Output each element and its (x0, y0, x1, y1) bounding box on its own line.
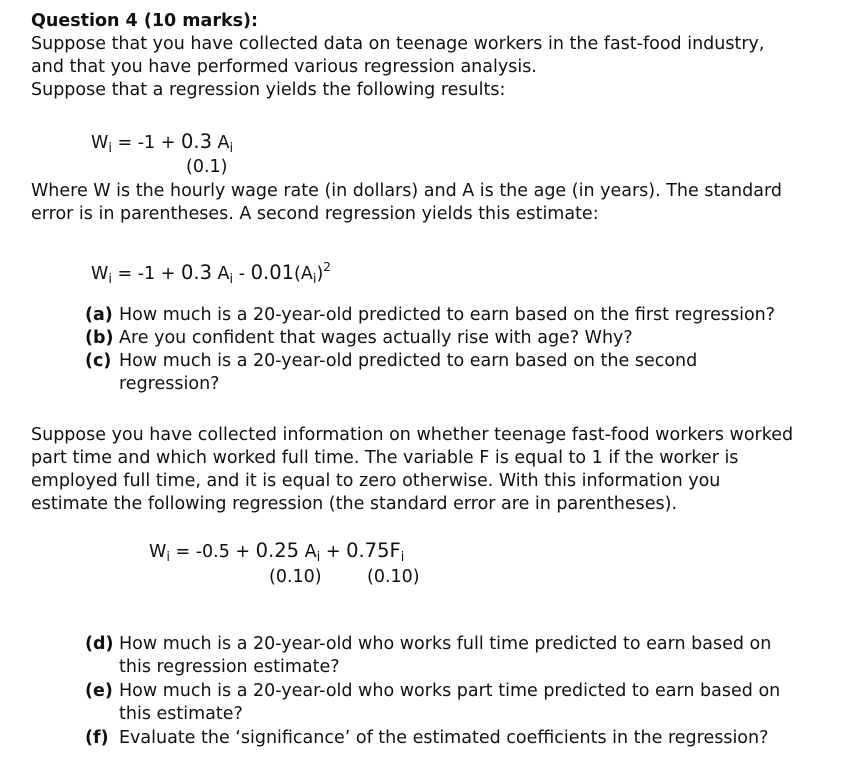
intro-line-1: Suppose that you have collected data on teenage workers in the fast-food industry, (31, 34, 765, 54)
equation-3: $W_i = -0.5 + 0.25$ $A_i + 0.75F_i$ (149, 539, 405, 565)
question-title: Question 4 (10 marks): (31, 11, 258, 31)
intro-line-3: Suppose that a regression yields the following results: (31, 80, 506, 100)
equation-2: $W_i = -1 + 0.3$ $A_i - 0.01(A_i)^2$ (91, 260, 331, 287)
para2-line-3: employed full time, and it is equal to zero otherwise. With this information you (31, 471, 721, 491)
equation-3-se-age: (0.10) (269, 567, 322, 587)
equation-3-se-fulltime: (0.10) (367, 567, 420, 587)
intro-line-2: and that you have performed various regression analysis. (31, 57, 537, 77)
item-e: (e) How much is a 20-year-old who works part time predicted to earn based on (85, 681, 781, 701)
equation-1-standard-error: (0.1) (186, 157, 228, 177)
item-e-continuation: this estimate? (119, 704, 243, 724)
para2-line-4: estimate the following regression (the standard error are in parentheses). (31, 494, 678, 514)
para1-line-2: error is in parentheses. A second regression yields this estimate: (31, 204, 599, 224)
item-d: (d) How much is a 20-year-old who works full time predicted to earn based on (85, 634, 772, 654)
item-a: (a) How much is a 20-year-old predicted to earn based on the first regression? (85, 305, 776, 325)
para2-line-1: Suppose you have collected information on whether teenage fast-food workers worked (31, 425, 794, 445)
item-f: (f) Evaluate the ‘significance’ of the estimated coefficients in the regression? (85, 728, 769, 748)
item-b: (b) Are you confident that wages actually rise with age? Why? (85, 328, 633, 348)
equation-1: $W_i = -1 + 0.3$ $A_i$ (91, 130, 234, 156)
para2-line-2: part time and which worked full time. The variable F is equal to 1 if the worker is (31, 448, 739, 468)
item-d-continuation: this regression estimate? (119, 657, 340, 677)
item-c: (c) How much is a 20-year-old predicted to earn based on the second (85, 351, 698, 371)
para1-line-1: Where W is the hourly wage rate (in dollars) and A is the age (in years). The standard (31, 181, 782, 201)
item-c-continuation: regression? (119, 374, 220, 394)
